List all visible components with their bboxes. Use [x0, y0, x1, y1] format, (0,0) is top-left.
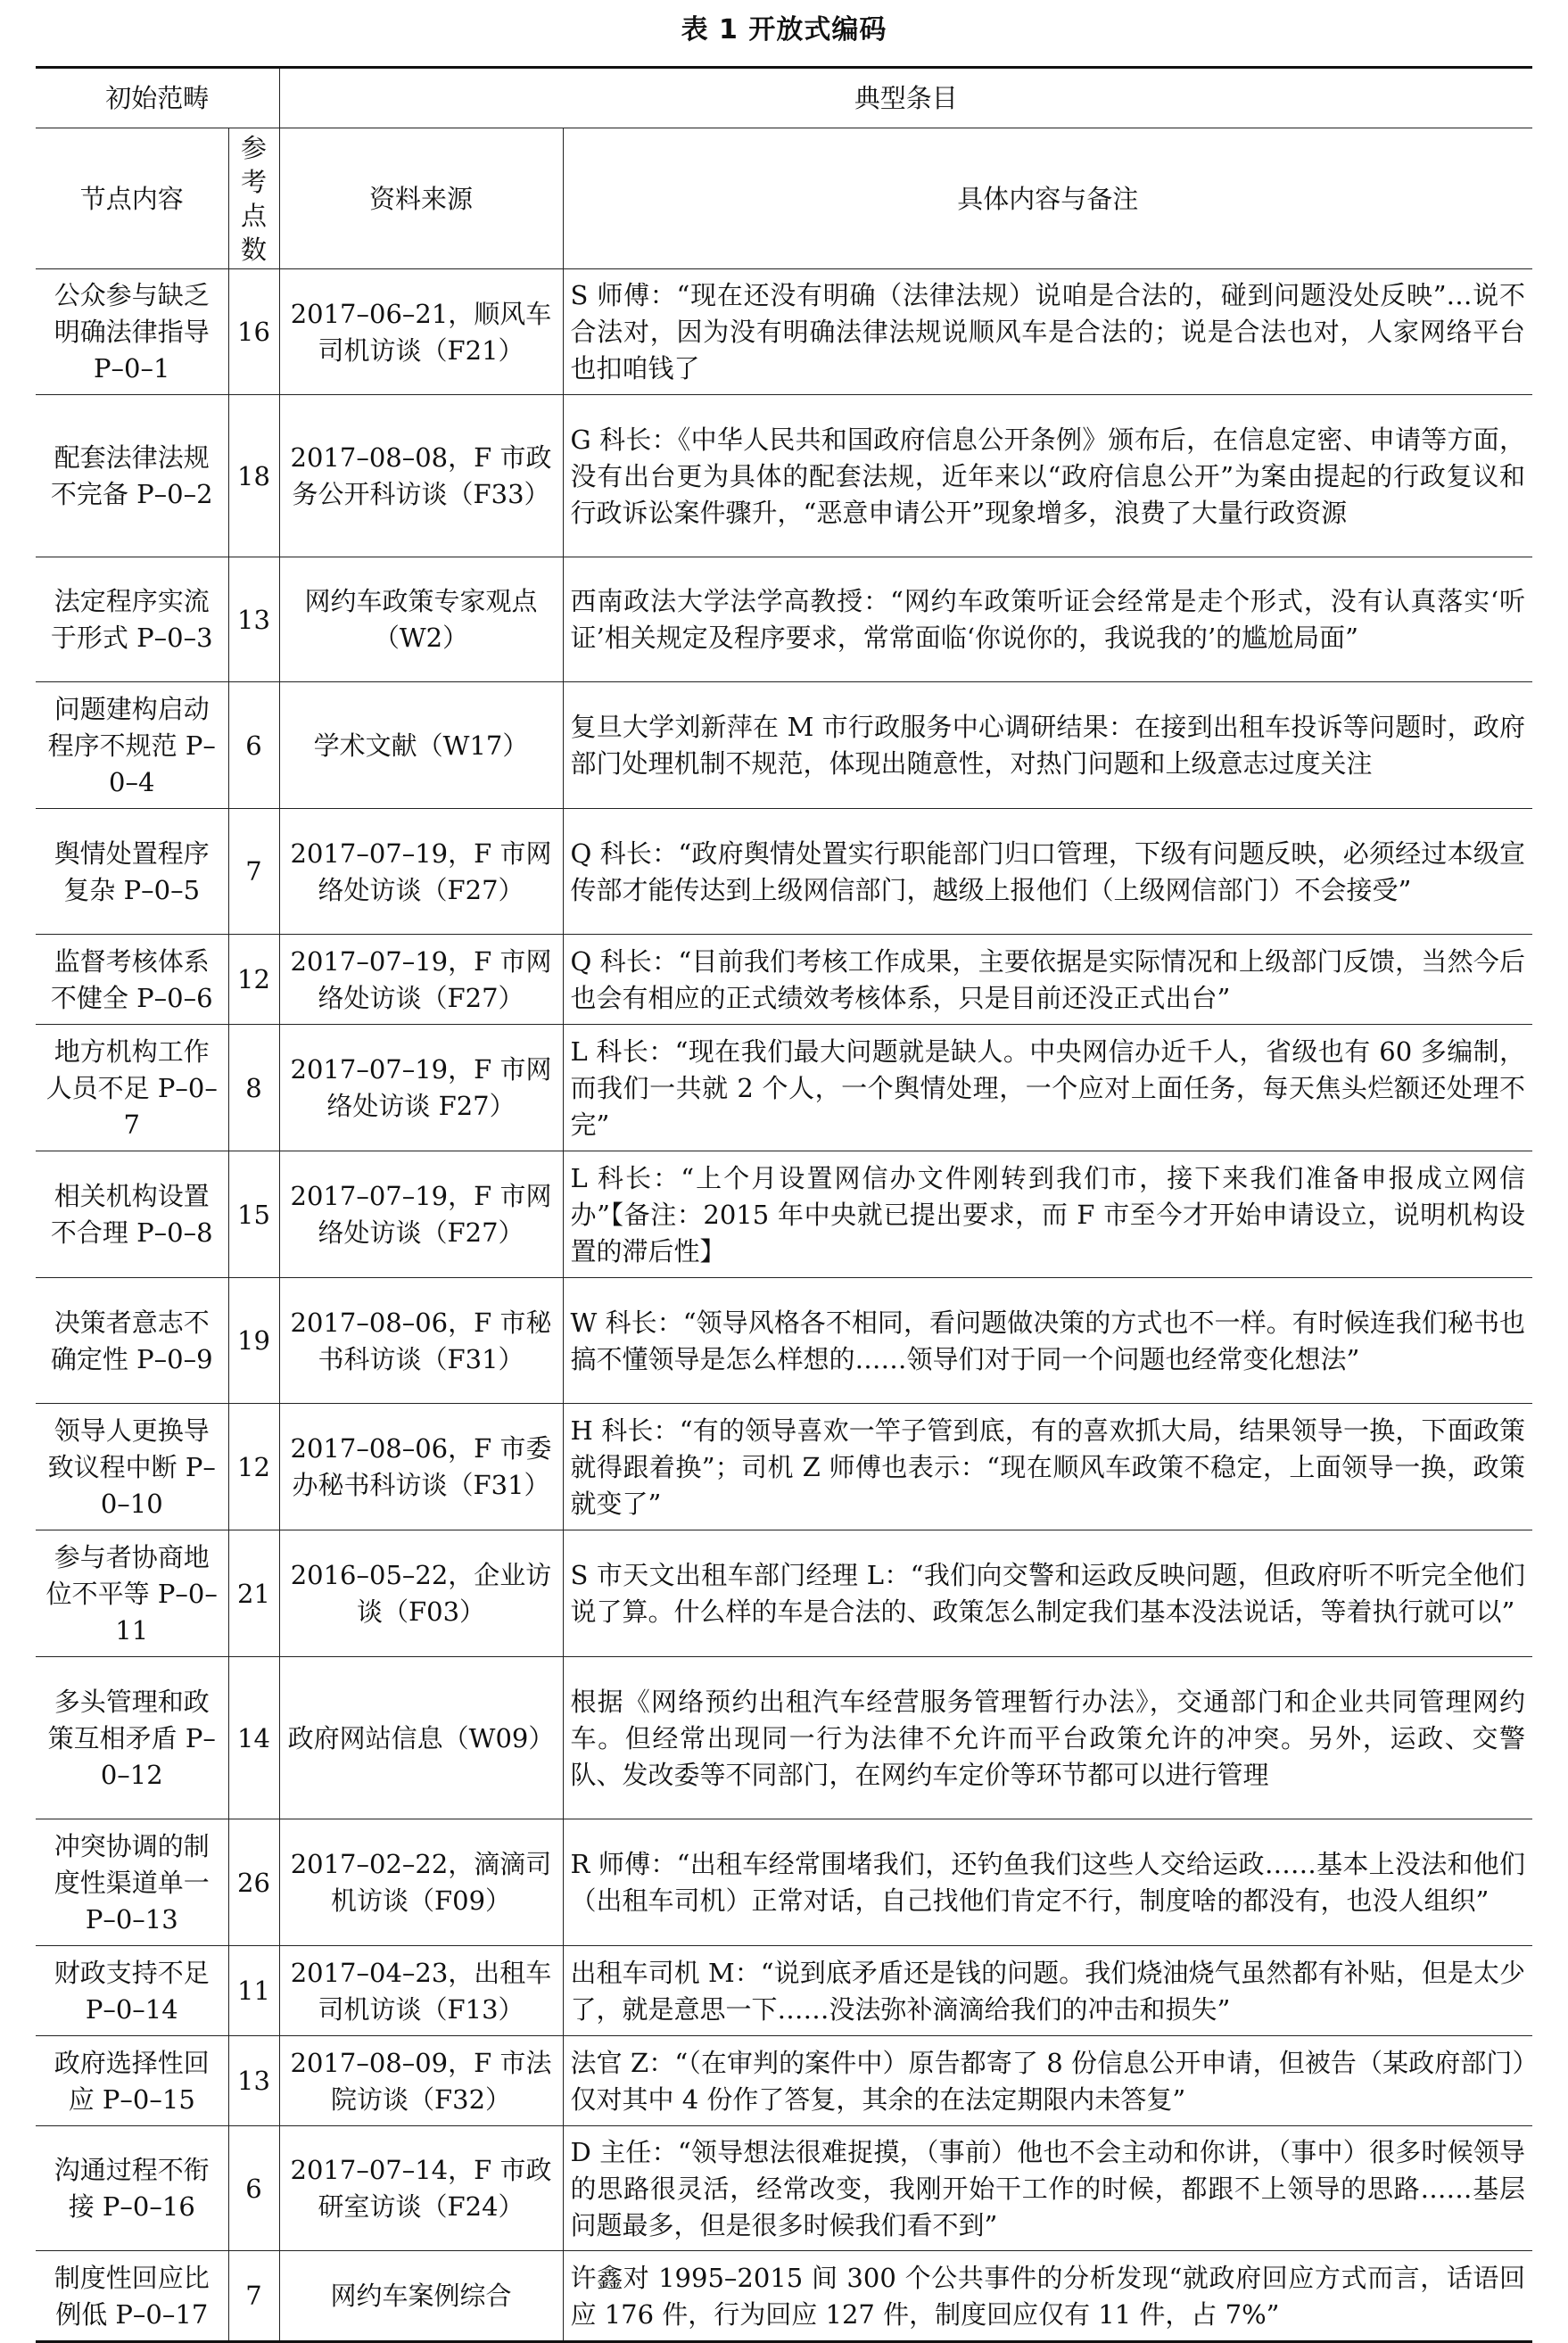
header-content-notes: 具体内容与备注: [563, 128, 1532, 269]
table-row: [36, 395, 1532, 557]
data-source-cell: 2017–08–06，F 市秘书科访谈（F31）: [279, 1278, 563, 1404]
reference-count-cell: 15: [228, 1151, 279, 1278]
data-source-cell: 2017–02–22，滴滴司机访谈（F09）: [279, 1819, 563, 1946]
reference-count-cell: 7: [228, 2251, 279, 2342]
header-initial-category: 初始范畴: [36, 68, 279, 128]
content-notes-cell: G 科长：《中华人民共和国政府信息公开条例》颁布后，在信息定密、申请等方面，没有出台更为具体的配套法规，近年来以“政府信息公开”为案由提起的行政复议和行政诉讼案件骤升，“恶意申请公开”现象增多，浪费了大量行政资源: [563, 395, 1532, 557]
data-source-cell: 2017–08–06，F 市委办秘书科访谈（F31）: [279, 1404, 563, 1530]
table-row: [36, 1657, 1532, 1819]
open-coding-table: [36, 66, 1532, 2343]
node-content-cell: 监督考核体系不健全 P–0–6: [36, 935, 228, 1025]
reference-count-cell: 11: [228, 1946, 279, 2036]
table-row: [36, 1025, 1532, 1151]
node-content-cell: 制度性回应比例低 P–0–17: [36, 2251, 228, 2342]
node-content-cell: 沟通过程不衔接 P–0–16: [36, 2126, 228, 2251]
table-row: [36, 809, 1532, 935]
reference-count-cell: 18: [228, 395, 279, 557]
data-source-cell: 2017–07–19，F 市网络处访谈（F27）: [279, 1151, 563, 1278]
data-source-cell: 网约车案例综合: [279, 2251, 563, 2342]
node-content-cell: 相关机构设置不合理 P–0–8: [36, 1151, 228, 1278]
reference-count-cell: 21: [228, 1530, 279, 1657]
header-data-source: 资料来源: [279, 128, 563, 269]
data-source-cell: 2017–07–14，F 市政研室访谈（F24）: [279, 2126, 563, 2251]
node-content-cell: 多头管理和政策互相矛盾 P–0–12: [36, 1657, 228, 1819]
content-notes-cell: 根据《网络预约出租汽车经营服务管理暂行办法》，交通部门和企业共同管理网约车。但经常出现同一行为法律不允许而平台政策允许的冲突。另外，运政、交警队、发改委等不同部门，在网约车定价等环节都可以进行管理: [563, 1657, 1532, 1819]
reference-count-cell: 12: [228, 1404, 279, 1530]
node-content-cell: 冲突协调的制度性渠道单一 P–0–13: [36, 1819, 228, 1946]
header-typical-entries: 典型条目: [279, 68, 1532, 128]
header-row-groups: [36, 68, 1532, 128]
data-source-cell: 2016–05–22，企业访谈（F03）: [279, 1530, 563, 1657]
table-row: [36, 1404, 1532, 1530]
table-row: [36, 1278, 1532, 1404]
table-row: [36, 1530, 1532, 1657]
table-row: [36, 1151, 1532, 1278]
reference-count-cell: 19: [228, 1278, 279, 1404]
reference-count-cell: 13: [228, 557, 279, 682]
content-notes-cell: L 科长：“现在我们最大问题就是缺人。中央网信办近千人，省级也有 60 多编制，而我们一共就 2 个人，一个舆情处理，一个应对上面任务，每天焦头烂额还处理不完”: [563, 1025, 1532, 1151]
data-source-cell: 2017–06–21，顺风车司机访谈（F21）: [279, 269, 563, 395]
table-row: [36, 557, 1532, 682]
content-notes-cell: S 师傅：“现在还没有明确（法律法规）说咱是合法的，碰到问题没处反映”…说不合法对，因为没有明确法律法规说顺风车是合法的；说是合法也对，人家网络平台也扣咱钱了: [563, 269, 1532, 395]
header-row-columns: [36, 128, 1532, 269]
data-source-cell: 2017–08–08，F 市政务公开科访谈（F33）: [279, 395, 563, 557]
table-row: [36, 1946, 1532, 2036]
table-body: [36, 68, 1532, 2342]
reference-count-cell: 26: [228, 1819, 279, 1946]
table-row: [36, 682, 1532, 809]
reference-count-cell: 12: [228, 935, 279, 1025]
node-content-cell: 公众参与缺乏明确法律指导 P–0–1: [36, 269, 228, 395]
content-notes-cell: 西南政法大学法学高教授：“网约车政策听证会经常是走个形式，没有认真落实‘听证’相关规定及程序要求，常常面临‘你说你的，我说我的’的尴尬局面”: [563, 557, 1532, 682]
node-content-cell: 配套法律法规不完备 P–0–2: [36, 395, 228, 557]
data-source-cell: 2017–08–09，F 市法院访谈（F32）: [279, 2036, 563, 2126]
table-row: [36, 935, 1532, 1025]
node-content-cell: 领导人更换导致议程中断 P–0–10: [36, 1404, 228, 1530]
data-source-cell: 网约车政策专家观点（W2）: [279, 557, 563, 682]
content-notes-cell: 出租车司机 M：“说到底矛盾还是钱的问题。我们烧油烧气虽然都有补贴，但是太少了，就是意思一下……没法弥补滴滴给我们的冲击和损失”: [563, 1946, 1532, 2036]
node-content-cell: 舆情处置程序复杂 P–0–5: [36, 809, 228, 935]
content-notes-cell: W 科长：“领导风格各不相同，看问题做决策的方式也不一样。有时候连我们秘书也搞不懂领导是怎么样想的……领导们对于同一个问题也经常变化想法”: [563, 1278, 1532, 1404]
data-source-cell: 2017–07–19，F 市网络处访谈（F27）: [279, 809, 563, 935]
content-notes-cell: D 主任：“领导想法很难捉摸，（事前）他也不会主动和你讲，（事中）很多时候领导的思路很灵活，经常改变，我刚开始干工作的时候，都跟不上领导的思路……基层问题最多，但是很多时候我们看不到”: [563, 2126, 1532, 2251]
data-source-cell: 2017–07–19，F 市网络处访谈（F27）: [279, 935, 563, 1025]
node-content-cell: 法定程序实流于形式 P–0–3: [36, 557, 228, 682]
reference-count-cell: 14: [228, 1657, 279, 1819]
content-notes-cell: L 科长：“上个月设置网信办文件刚转到我们市，接下来我们准备申报成立网信办”【备注：2015 年中央就已提出要求，而 F 市至今才开始申请设立，说明机构设置的滞后性】: [563, 1151, 1532, 1278]
table-row: [36, 2251, 1532, 2342]
header-reference-count: 参考点数: [228, 128, 279, 269]
reference-count-cell: 7: [228, 809, 279, 935]
header-node-content: 节点内容: [36, 128, 228, 269]
reference-count-cell: 6: [228, 2126, 279, 2251]
content-notes-cell: S 市天文出租车部门经理 L：“我们向交警和运政反映问题，但政府听不听完全他们说了算。什么样的车是合法的、政策怎么制定我们基本没法说话，等着执行就可以”: [563, 1530, 1532, 1657]
node-content-cell: 地方机构工作人员不足 P–0–7: [36, 1025, 228, 1151]
content-notes-cell: 许鑫对 1995–2015 间 300 个公共事件的分析发现“就政府回应方式而言，话语回应 176 件，行为回应 127 件，制度回应仅有 11 件，占 7%”: [563, 2251, 1532, 2342]
table-row: [36, 2126, 1532, 2251]
table-row: [36, 1819, 1532, 1946]
data-source-cell: 2017–04–23，出租车司机访谈（F13）: [279, 1946, 563, 2036]
content-notes-cell: Q 科长：“目前我们考核工作成果，主要依据是实际情况和上级部门反馈，当然今后也会有相应的正式绩效考核体系，只是目前还没正式出台”: [563, 935, 1532, 1025]
node-content-cell: 政府选择性回应 P–0–15: [36, 2036, 228, 2126]
data-source-cell: 政府网站信息（W09）: [279, 1657, 563, 1819]
content-notes-cell: Q 科长：“政府舆情处置实行职能部门归口管理，下级有问题反映，必须经过本级宣传部才能传达到上级网信部门，越级上报他们（上级网信部门）不会接受”: [563, 809, 1532, 935]
reference-count-cell: 13: [228, 2036, 279, 2126]
node-content-cell: 决策者意志不确定性 P–0–9: [36, 1278, 228, 1404]
table-row: [36, 269, 1532, 395]
reference-count-cell: 16: [228, 269, 279, 395]
content-notes-cell: H 科长：“有的领导喜欢一竿子管到底，有的喜欢抓大局，结果领导一换，下面政策就得跟着换”；司机 Z 师傅也表示：“现在顺风车政策不稳定，上面领导一换，政策就变了”: [563, 1404, 1532, 1530]
content-notes-cell: 复旦大学刘新萍在 M 市行政服务中心调研结果：在接到出租车投诉等问题时，政府部门处理机制不规范，体现出随意性，对热门问题和上级意志过度关注: [563, 682, 1532, 809]
table-caption: 表 1 开放式编码: [681, 14, 887, 45]
data-source-cell: 学术文献（W17）: [279, 682, 563, 809]
node-content-cell: 问题建构启动程序不规范 P–0–4: [36, 682, 228, 809]
node-content-cell: 参与者协商地位不平等 P–0–11: [36, 1530, 228, 1657]
reference-count-cell: 8: [228, 1025, 279, 1151]
table-row: [36, 2036, 1532, 2126]
content-notes-cell: 法官 Z：“（在审判的案件中）原告都寄了 8 份信息公开申请，但被告（某政府部门）仅对其中 4 份作了答复，其余的在法定期限内未答复”: [563, 2036, 1532, 2126]
reference-count-cell: 6: [228, 682, 279, 809]
data-source-cell: 2017–07–19，F 市网络处访谈 F27）: [279, 1025, 563, 1151]
node-content-cell: 财政支持不足 P–0–14: [36, 1946, 228, 2036]
content-notes-cell: R 师傅：“出租车经常围堵我们，还钓鱼我们这些人交给运政……基本上没法和他们（出租车司机）正常对话，自己找他们肯定不行，制度啥的都没有，也没人组织”: [563, 1819, 1532, 1946]
